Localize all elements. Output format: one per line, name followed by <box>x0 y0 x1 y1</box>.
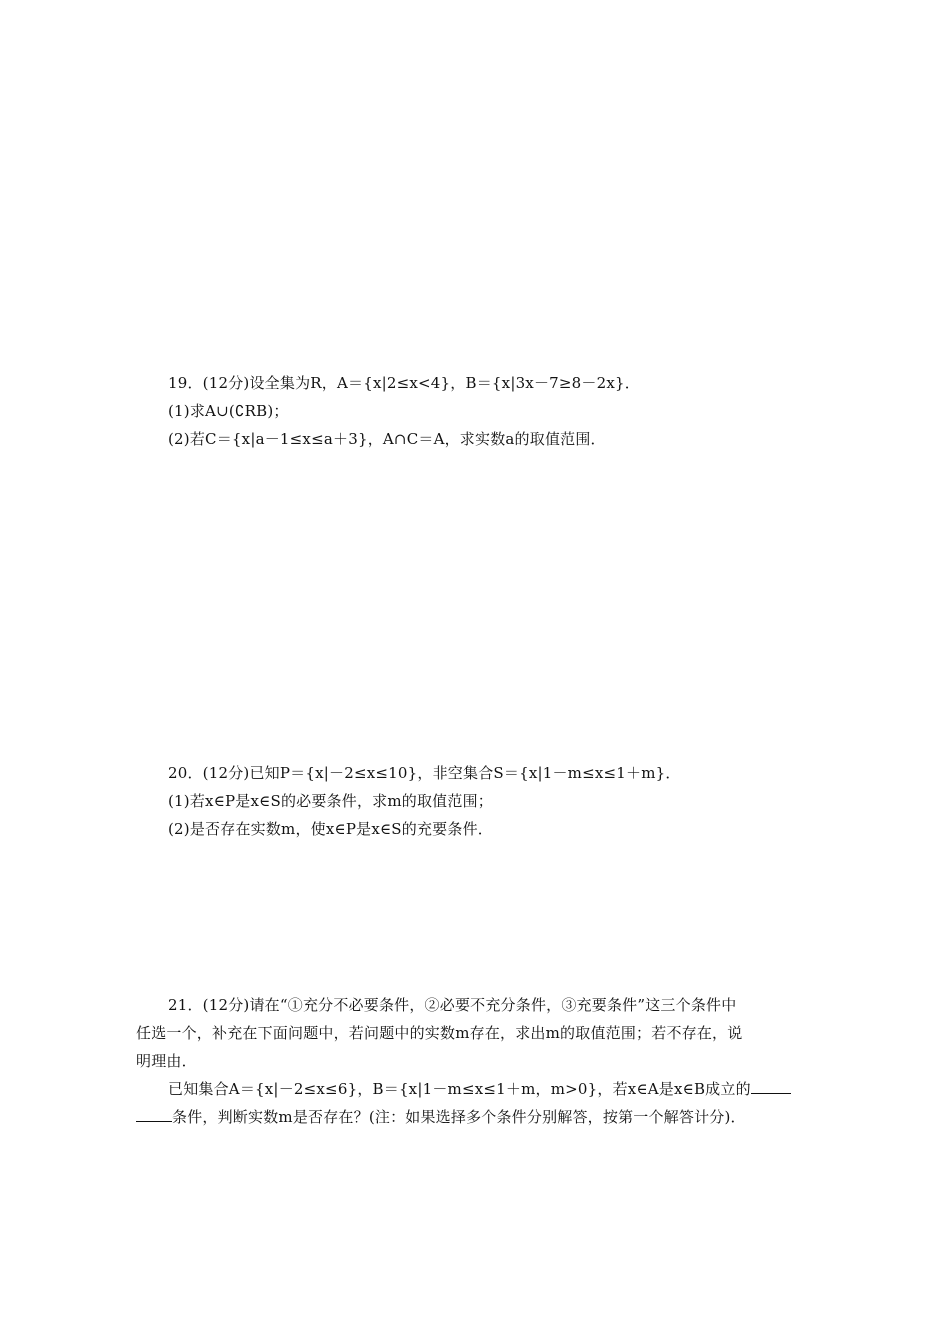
problem-19-stem: 19．(12分)设全集为R，A＝{x|2≤x<4}，B＝{x|3x－7≥8－2x}． <box>168 374 640 392</box>
problem-20 <box>136 763 816 847</box>
problem-21-given-line-1 <box>136 1075 816 1103</box>
answer-blank-start[interactable] <box>751 1077 791 1094</box>
problem-21-given-text: 已知集合A＝{x|－2≤x≤6}，B＝{x|1－m≤x≤1＋m，m>0}，若x∈A是x∈B成立的 <box>168 1080 751 1098</box>
problem-20-part-1: (1)若x∈P是x∈S的必要条件，求m的取值范围； <box>168 792 493 810</box>
problem-21 <box>136 991 816 1131</box>
problem-21-given-line-2 <box>136 1103 816 1131</box>
problem-19-part-1: (1)求A∪(∁RB)； <box>168 402 289 420</box>
problem-19 <box>136 373 816 457</box>
problem-21-given-text-2: 条件，判断实数m是否存在？(注：如果选择多个条件分别解答，按第一个解答计分)． <box>172 1108 746 1126</box>
problem-19-part-2: (2)若C＝{x|a－1≤x≤a＋3}，A∩C＝A，求实数a的取值范围． <box>168 430 606 448</box>
problem-20-part-2: (2)是否存在实数m，使x∈P是x∈S的充要条件． <box>168 820 493 838</box>
problem-21-intro-line-3: 明理由． <box>136 1052 197 1070</box>
problem-21-intro-line-2: 任选一个，补充在下面问题中，若问题中的实数m存在，求出m的取值范围；若不存在，说 <box>136 1024 743 1042</box>
answer-blank-end[interactable] <box>136 1105 172 1122</box>
problem-20-stem: 20．(12分)已知P＝{x|－2≤x≤10}，非空集合S＝{x|1－m≤x≤1＋m}． <box>168 764 681 782</box>
problem-21-intro-line-1: 21．(12分)请在“①充分不必要条件，②必要不充分条件，③充要条件”这三个条件中 <box>168 996 737 1014</box>
